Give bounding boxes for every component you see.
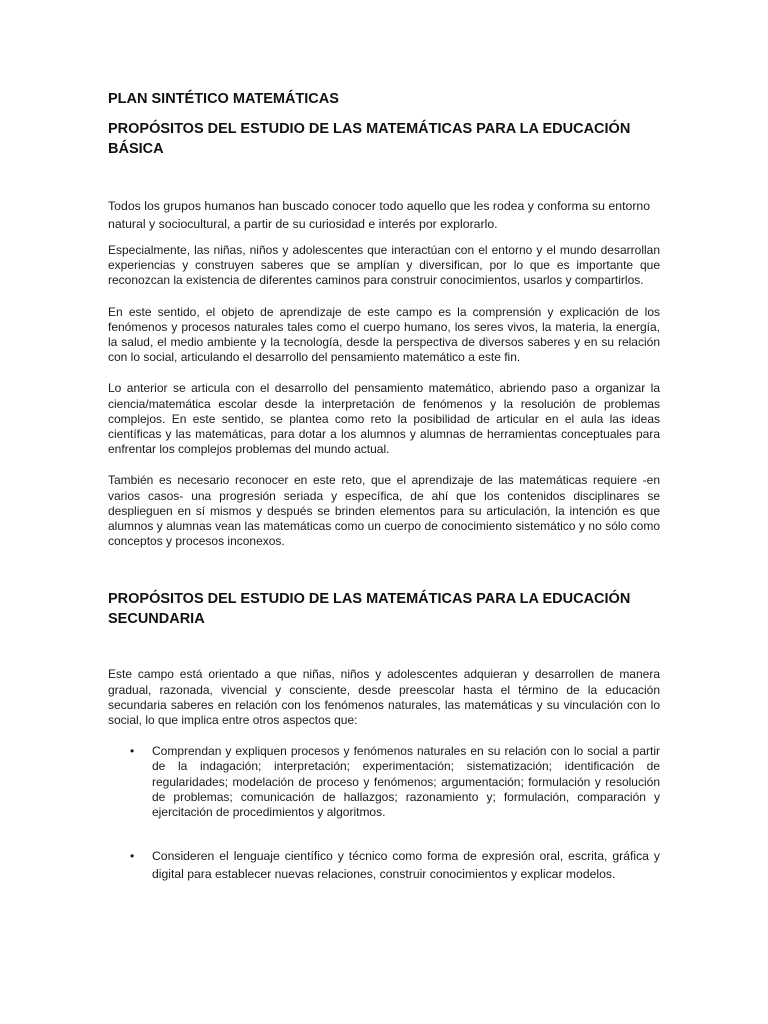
paragraph: Especialmente, las niñas, niños y adolescentes que interactúan con el entorno y el mundo desarrollan experiencias y construyen saberes que se amplían y diversifican, por lo que es importante que reconozcan la existencia de diferentes caminos para construir conocimientos, usarlos y compartirlos. <box>108 243 660 288</box>
paragraph-intro-secundaria: Este campo está orientado a que niñas, niños y adolescentes adquieran y desarrollen de manera gradual, razonada, vivencial y consciente, desde preescolar hasta el término de la educación secundaria saberes en relación con los fenómenos naturales, las matemáticas y su vinculación con lo social, lo que implica entre otros aspectos que: <box>108 667 660 728</box>
section-heading-basica: PROPÓSITOS DEL ESTUDIO DE LAS MATEMÁTICAS PARA LA EDUCACIÓN BÁSICA <box>108 121 631 157</box>
paragraph-intro: Todos los grupos humanos han buscado conocer todo aquello que les rodea y conforma su entorno natural y sociocultural, a partir de su curiosidad e interés por explorarlo. <box>108 199 651 231</box>
bullet-list <box>108 744 660 883</box>
list-item-text: Consideren el lenguaje científico y técnico como forma de expresión oral, escrita, gráfica y digital para establecer nuevas relaciones, construir conocimientos y explicar modelos. <box>152 849 660 882</box>
paragraph: También es necesario reconocer en este reto, que el aprendizaje de las matemáticas requiere -en varios casos- una progresión seriada y específica, de ahí que los contenidos disciplinares se desplieguen en sí mismos y después se brinden elementos para su articulación, la intención es que alumnos y alumnas vean las matemáticas como un cuerpo de conocimiento sistemático y no sólo como conceptos y procesos inconexos. <box>108 473 660 549</box>
paragraph: En este sentido, el objeto de aprendizaje de este campo es la comprensión y explicación de los fenómenos y procesos naturales tales como el cuerpo humano, los seres vivos, la materia, la energía, la salud, el medio ambiente y la tecnología, desde la perspectiva de diversos saberes y en su relación con lo social, articulando el desarrollo del pensamiento matemático a este fin. <box>108 304 660 365</box>
document-page <box>108 90 660 883</box>
list-item <box>108 847 660 883</box>
bullet-icon: • <box>130 744 135 759</box>
document-title: PLAN SINTÉTICO MATEMÁTICAS <box>108 91 339 107</box>
list-item-text: Comprendan y expliquen procesos y fenómenos naturales en su relación con lo social a partir de la indagación; interpretación; experimentación; sistematización; identificación de regularidades; modelación de proceso y fenómenos; argumentación; formulación y resolución de problemas; comunicación de hallazgos; razonamiento y; formulación, comparación y ejercitación de procedimientos y algoritmos. <box>152 744 660 820</box>
bullet-icon: • <box>130 849 135 864</box>
section-heading-secundaria: PROPÓSITOS DEL ESTUDIO DE LAS MATEMÁTICAS PARA LA EDUCACIÓN SECUNDARIA <box>108 591 631 628</box>
paragraph: Lo anterior se articula con el desarrollo del pensamiento matemático, abriendo paso a organizar la ciencia/matemática escolar desde la interpretación de fenómenos y la resolución de problemas complejos. En este sentido, se plantea como reto la posibilidad de articular en el aula las ideas científicas y las matemáticas, para dotar a los alumnos y alumnas de herramientas conceptuales para enfrentar los complejos problemas del mundo actual. <box>108 381 660 457</box>
list-item <box>108 744 660 820</box>
